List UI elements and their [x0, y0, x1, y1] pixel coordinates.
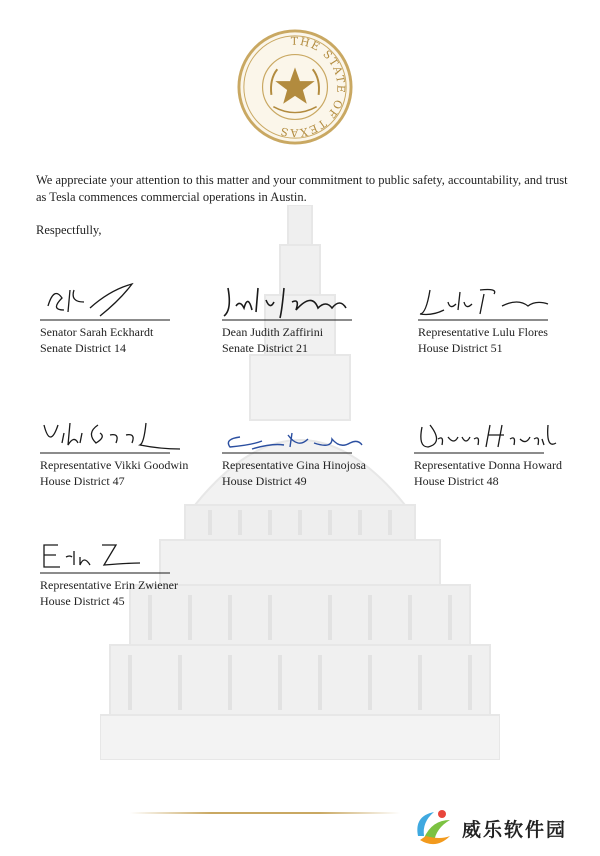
letter-body: We appreciate your attention to this matter and your commitment to public safety, accountability, and trust as Tesla commences commercial operations in Austin. — [36, 173, 568, 204]
signature-eckhardt — [40, 280, 190, 324]
state-seal — [236, 28, 354, 146]
footer-divider — [130, 812, 400, 814]
signature-block-howard — [414, 413, 594, 489]
signatory-district: House District 49 — [222, 474, 307, 488]
signatory-district: House District 45 — [40, 594, 125, 608]
signature-howard — [414, 413, 564, 457]
signature-block-flores — [418, 280, 598, 356]
signatory-name: Representative Vikki Goodwin — [40, 458, 189, 472]
signature-block-eckhardt — [40, 280, 220, 356]
brand-logo-icon — [410, 806, 456, 850]
signature-hinojosa — [222, 413, 372, 457]
signatory-district: Senate District 21 — [222, 341, 308, 355]
signatory-name: Representative Gina Hinojosa — [222, 458, 366, 472]
signature-flores — [418, 280, 568, 324]
signature-zaffirini — [222, 280, 372, 324]
brand-text: 威乐软件园 — [462, 819, 568, 841]
signatory-name: Dean Judith Zaffirini — [222, 325, 324, 339]
signatory-district: House District 51 — [418, 341, 503, 355]
signatory-name: Representative Erin Zwiener — [40, 578, 178, 592]
signatory-name: Representative Donna Howard — [414, 458, 562, 472]
signatory-name: Representative Lulu Flores — [418, 325, 548, 339]
signature-zwiener — [40, 533, 190, 577]
signatory-district: House District 47 — [40, 474, 125, 488]
signature-goodwin — [40, 413, 190, 457]
seal-ring-text: THE STATE OF TEXAS — [278, 34, 348, 140]
signature-block-zwiener — [40, 533, 220, 609]
signature-block-goodwin — [40, 413, 220, 489]
signatory-name: Senator Sarah Eckhardt — [40, 325, 154, 339]
signature-block-zaffirini — [222, 280, 402, 356]
signatory-district: Senate District 14 — [40, 341, 126, 355]
signatory-district: House District 48 — [414, 474, 499, 488]
site-watermark — [410, 806, 596, 850]
signature-block-hinojosa — [222, 413, 402, 489]
letter-closing: Respectfully, — [36, 223, 102, 237]
